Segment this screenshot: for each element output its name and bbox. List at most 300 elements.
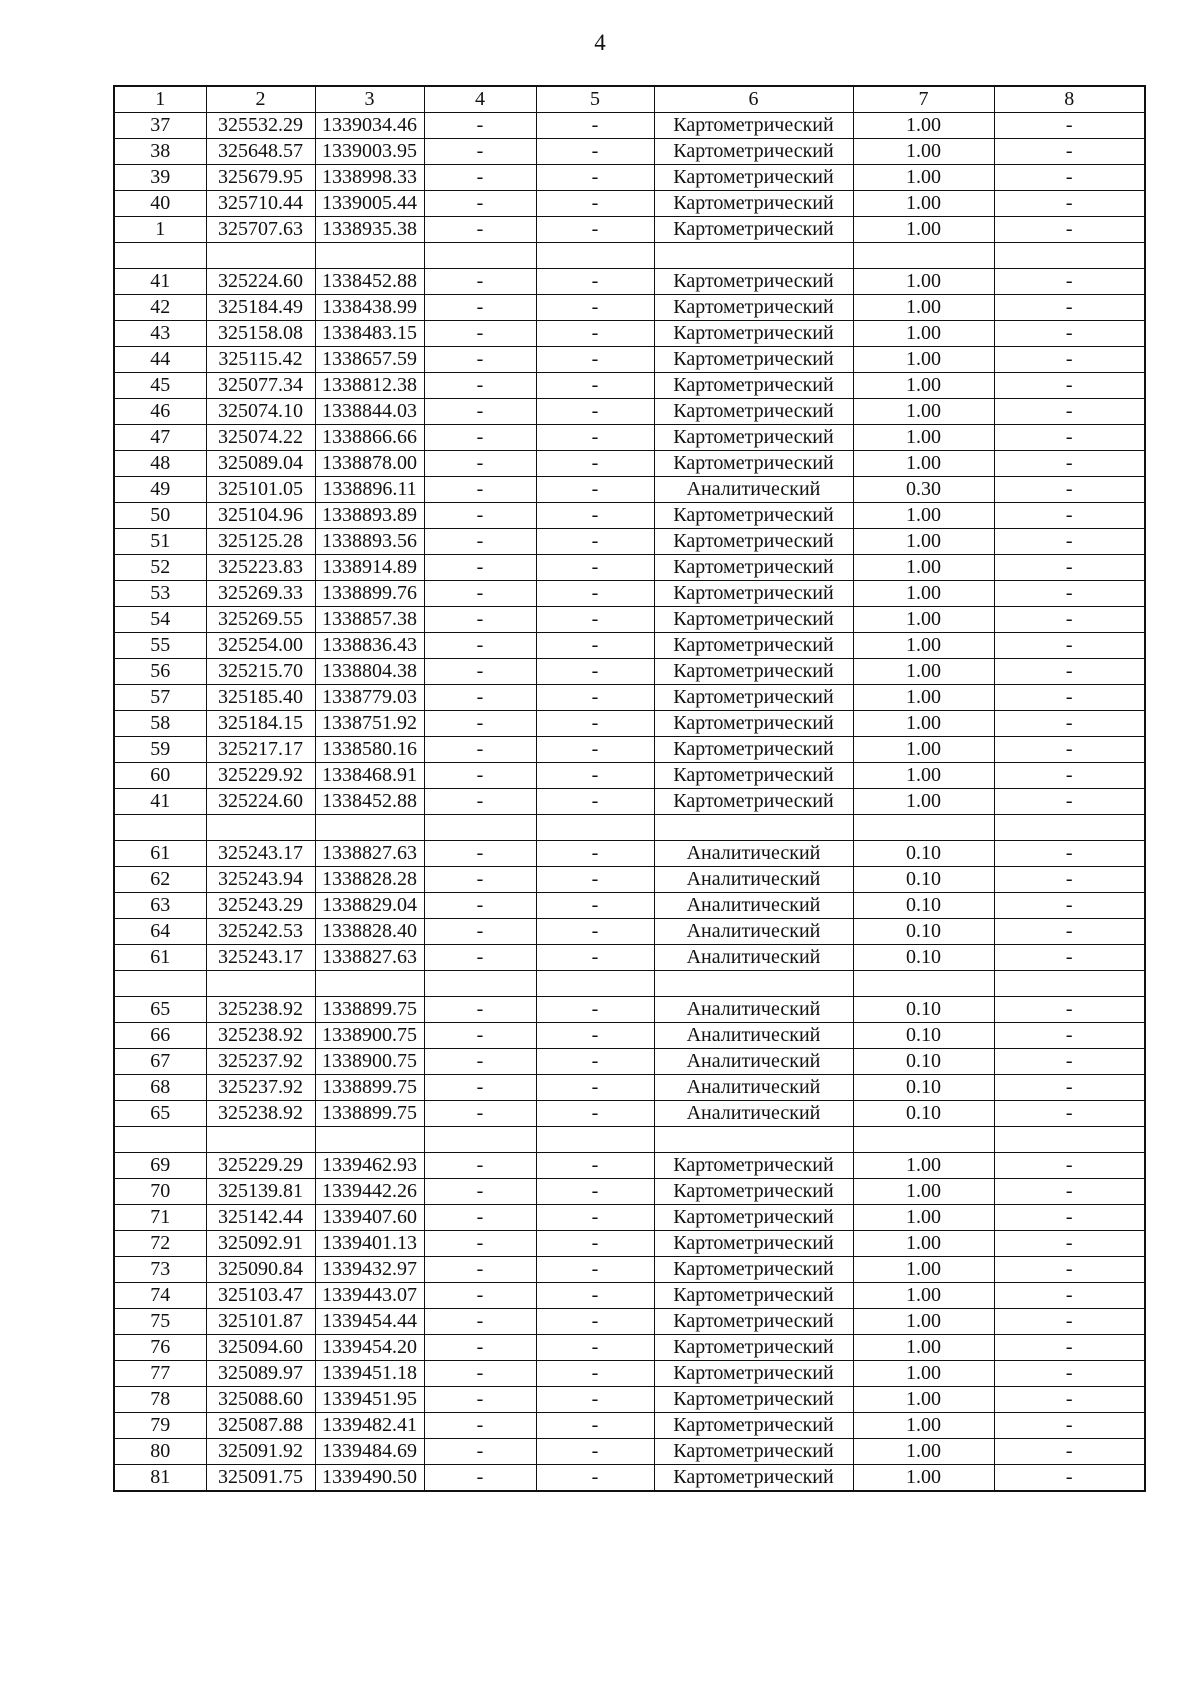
column-8-cell: -	[994, 347, 1145, 373]
column-4-cell: -	[424, 1153, 536, 1179]
column-5-cell: -	[536, 1361, 654, 1387]
table-row	[114, 659, 1145, 685]
accuracy-cell	[853, 815, 994, 841]
column-8-cell: -	[994, 1023, 1145, 1049]
table-row	[114, 763, 1145, 789]
column-8-cell: -	[994, 139, 1145, 165]
point-number-cell: 41	[114, 269, 206, 295]
accuracy-cell: 0.10	[853, 893, 994, 919]
x-coordinate-cell: 325237.92	[206, 1049, 315, 1075]
accuracy-cell: 1.00	[853, 1361, 994, 1387]
column-4-cell: -	[424, 1205, 536, 1231]
x-coordinate-cell: 325103.47	[206, 1283, 315, 1309]
method-cell: Аналитический	[654, 841, 853, 867]
point-number-cell: 74	[114, 1283, 206, 1309]
x-coordinate-cell: 325089.04	[206, 451, 315, 477]
accuracy-cell: 1.00	[853, 1205, 994, 1231]
point-number-cell: 37	[114, 113, 206, 139]
column-4-cell	[424, 243, 536, 269]
point-number-cell: 50	[114, 503, 206, 529]
column-8-cell: -	[994, 321, 1145, 347]
table-row	[114, 789, 1145, 815]
accuracy-cell: 1.00	[853, 113, 994, 139]
y-coordinate-cell: 1338751.92	[315, 711, 424, 737]
column-4-cell: -	[424, 945, 536, 971]
accuracy-cell: 1.00	[853, 1231, 994, 1257]
accuracy-cell: 1.00	[853, 295, 994, 321]
point-number-cell: 80	[114, 1439, 206, 1465]
method-cell: Картометрический	[654, 607, 853, 633]
column-4-cell: -	[424, 165, 536, 191]
column-5-cell: -	[536, 1075, 654, 1101]
accuracy-cell: 1.00	[853, 1335, 994, 1361]
table-row	[114, 1127, 1145, 1153]
table-row	[114, 425, 1145, 451]
column-5-cell: -	[536, 581, 654, 607]
table-row	[114, 1101, 1145, 1127]
point-number-cell: 63	[114, 893, 206, 919]
accuracy-cell: 1.00	[853, 659, 994, 685]
y-coordinate-cell: 1339451.95	[315, 1387, 424, 1413]
column-5-cell: -	[536, 503, 654, 529]
point-number-cell: 64	[114, 919, 206, 945]
y-coordinate-cell: 1338452.88	[315, 269, 424, 295]
column-header: 7	[853, 86, 994, 113]
column-4-cell: -	[424, 685, 536, 711]
column-8-cell: -	[994, 1075, 1145, 1101]
column-8-cell: -	[994, 1465, 1145, 1492]
column-4-cell: -	[424, 399, 536, 425]
point-number-cell: 54	[114, 607, 206, 633]
point-number-cell: 52	[114, 555, 206, 581]
accuracy-cell	[853, 243, 994, 269]
point-number-cell: 61	[114, 841, 206, 867]
point-number-cell: 46	[114, 399, 206, 425]
y-coordinate-cell: 1338829.04	[315, 893, 424, 919]
method-cell: Картометрический	[654, 1153, 853, 1179]
y-coordinate-cell: 1338896.11	[315, 477, 424, 503]
y-coordinate-cell: 1339034.46	[315, 113, 424, 139]
column-header: 1	[114, 86, 206, 113]
method-cell: Картометрический	[654, 503, 853, 529]
column-4-cell	[424, 971, 536, 997]
column-8-cell: -	[994, 1101, 1145, 1127]
column-5-cell: -	[536, 789, 654, 815]
y-coordinate-cell: 1338866.66	[315, 425, 424, 451]
method-cell: Картометрический	[654, 581, 853, 607]
method-cell	[654, 815, 853, 841]
y-coordinate-cell: 1339003.95	[315, 139, 424, 165]
y-coordinate-cell: 1339401.13	[315, 1231, 424, 1257]
y-coordinate-cell: 1339432.97	[315, 1257, 424, 1283]
point-number-cell: 58	[114, 711, 206, 737]
method-cell: Картометрический	[654, 1361, 853, 1387]
accuracy-cell: 1.00	[853, 399, 994, 425]
method-cell: Картометрический	[654, 113, 853, 139]
table-row	[114, 269, 1145, 295]
point-number-cell: 61	[114, 945, 206, 971]
column-4-cell: -	[424, 477, 536, 503]
column-5-cell: -	[536, 919, 654, 945]
column-8-cell: -	[994, 581, 1145, 607]
method-cell: Аналитический	[654, 1075, 853, 1101]
column-4-cell: -	[424, 1049, 536, 1075]
column-4-cell: -	[424, 841, 536, 867]
column-5-cell: -	[536, 1179, 654, 1205]
method-cell: Картометрический	[654, 295, 853, 321]
column-8-cell	[994, 243, 1145, 269]
column-8-cell	[994, 815, 1145, 841]
point-number-cell: 51	[114, 529, 206, 555]
column-8-cell	[994, 971, 1145, 997]
table-row	[114, 815, 1145, 841]
point-number-cell: 66	[114, 1023, 206, 1049]
column-5-cell: -	[536, 1205, 654, 1231]
accuracy-cell: 1.00	[853, 711, 994, 737]
x-coordinate-cell: 325101.87	[206, 1309, 315, 1335]
column-8-cell: -	[994, 191, 1145, 217]
point-number-cell: 1	[114, 217, 206, 243]
column-5-cell: -	[536, 1023, 654, 1049]
column-8-cell: -	[994, 893, 1145, 919]
column-5-cell: -	[536, 893, 654, 919]
column-4-cell: -	[424, 1257, 536, 1283]
y-coordinate-cell: 1338836.43	[315, 633, 424, 659]
column-8-cell: -	[994, 295, 1145, 321]
column-8-cell: -	[994, 555, 1145, 581]
column-4-cell: -	[424, 1075, 536, 1101]
column-5-cell: -	[536, 763, 654, 789]
x-coordinate-cell: 325104.96	[206, 503, 315, 529]
y-coordinate-cell: 1338438.99	[315, 295, 424, 321]
y-coordinate-cell: 1338844.03	[315, 399, 424, 425]
column-5-cell	[536, 971, 654, 997]
y-coordinate-cell: 1338935.38	[315, 217, 424, 243]
point-number-cell: 40	[114, 191, 206, 217]
y-coordinate-cell: 1339482.41	[315, 1413, 424, 1439]
point-number-cell: 81	[114, 1465, 206, 1492]
table-row	[114, 399, 1145, 425]
column-8-cell: -	[994, 1439, 1145, 1465]
y-coordinate-cell: 1339005.44	[315, 191, 424, 217]
y-coordinate-cell	[315, 815, 424, 841]
column-4-cell: -	[424, 1283, 536, 1309]
method-cell: Картометрический	[654, 425, 853, 451]
table-row	[114, 191, 1145, 217]
x-coordinate-cell	[206, 971, 315, 997]
x-coordinate-cell: 325229.29	[206, 1153, 315, 1179]
table-header-row	[114, 86, 1145, 113]
column-header: 5	[536, 86, 654, 113]
method-cell: Картометрический	[654, 191, 853, 217]
point-number-cell: 70	[114, 1179, 206, 1205]
table-row	[114, 165, 1145, 191]
y-coordinate-cell: 1338779.03	[315, 685, 424, 711]
y-coordinate-cell: 1339454.20	[315, 1335, 424, 1361]
column-5-cell: -	[536, 477, 654, 503]
table-row	[114, 373, 1145, 399]
x-coordinate-cell: 325115.42	[206, 347, 315, 373]
accuracy-cell: 1.00	[853, 737, 994, 763]
x-coordinate-cell: 325091.92	[206, 1439, 315, 1465]
method-cell: Картометрический	[654, 1205, 853, 1231]
y-coordinate-cell: 1338893.56	[315, 529, 424, 555]
point-number-cell	[114, 1127, 206, 1153]
column-8-cell: -	[994, 997, 1145, 1023]
x-coordinate-cell: 325238.92	[206, 1101, 315, 1127]
point-number-cell: 65	[114, 1101, 206, 1127]
method-cell	[654, 1127, 853, 1153]
method-cell: Картометрический	[654, 529, 853, 555]
column-5-cell: -	[536, 1231, 654, 1257]
point-number-cell: 59	[114, 737, 206, 763]
column-5-cell: -	[536, 711, 654, 737]
column-5-cell: -	[536, 295, 654, 321]
accuracy-cell: 1.00	[853, 347, 994, 373]
method-cell: Картометрический	[654, 1387, 853, 1413]
accuracy-cell	[853, 1127, 994, 1153]
y-coordinate-cell: 1339462.93	[315, 1153, 424, 1179]
method-cell: Аналитический	[654, 893, 853, 919]
column-5-cell: -	[536, 1101, 654, 1127]
column-8-cell: -	[994, 451, 1145, 477]
column-8-cell: -	[994, 1231, 1145, 1257]
table-row	[114, 555, 1145, 581]
x-coordinate-cell: 325142.44	[206, 1205, 315, 1231]
column-4-cell: -	[424, 997, 536, 1023]
table-row	[114, 685, 1145, 711]
y-coordinate-cell: 1338899.75	[315, 997, 424, 1023]
column-4-cell: -	[424, 295, 536, 321]
column-5-cell: -	[536, 217, 654, 243]
method-cell: Картометрический	[654, 373, 853, 399]
x-coordinate-cell: 325089.97	[206, 1361, 315, 1387]
x-coordinate-cell: 325158.08	[206, 321, 315, 347]
y-coordinate-cell: 1339407.60	[315, 1205, 424, 1231]
column-5-cell: -	[536, 451, 654, 477]
x-coordinate-cell: 325090.84	[206, 1257, 315, 1283]
method-cell: Картометрический	[654, 399, 853, 425]
x-coordinate-cell: 325269.33	[206, 581, 315, 607]
y-coordinate-cell: 1338899.75	[315, 1101, 424, 1127]
point-number-cell: 55	[114, 633, 206, 659]
table-row	[114, 451, 1145, 477]
method-cell: Картометрический	[654, 1231, 853, 1257]
column-4-cell: -	[424, 321, 536, 347]
column-header: 2	[206, 86, 315, 113]
accuracy-cell: 1.00	[853, 217, 994, 243]
table-row	[114, 1023, 1145, 1049]
x-coordinate-cell: 325223.83	[206, 555, 315, 581]
x-coordinate-cell	[206, 1127, 315, 1153]
table-row	[114, 217, 1145, 243]
method-cell: Картометрический	[654, 1335, 853, 1361]
x-coordinate-cell	[206, 243, 315, 269]
column-8-cell	[994, 1127, 1145, 1153]
x-coordinate-cell: 325237.92	[206, 1075, 315, 1101]
point-number-cell: 67	[114, 1049, 206, 1075]
method-cell: Картометрический	[654, 685, 853, 711]
column-8-cell: -	[994, 607, 1145, 633]
accuracy-cell: 1.00	[853, 269, 994, 295]
column-8-cell: -	[994, 763, 1145, 789]
accuracy-cell: 0.10	[853, 945, 994, 971]
table-row	[114, 711, 1145, 737]
table-row	[114, 1387, 1145, 1413]
column-5-cell: -	[536, 633, 654, 659]
column-4-cell: -	[424, 1361, 536, 1387]
x-coordinate-cell: 325269.55	[206, 607, 315, 633]
accuracy-cell: 0.10	[853, 841, 994, 867]
x-coordinate-cell: 325679.95	[206, 165, 315, 191]
table-row	[114, 1049, 1145, 1075]
point-number-cell: 56	[114, 659, 206, 685]
table-row	[114, 1153, 1145, 1179]
method-cell: Аналитический	[654, 997, 853, 1023]
method-cell: Картометрический	[654, 1465, 853, 1492]
y-coordinate-cell: 1338900.75	[315, 1049, 424, 1075]
column-header: 3	[315, 86, 424, 113]
method-cell: Аналитический	[654, 945, 853, 971]
method-cell: Картометрический	[654, 139, 853, 165]
column-8-cell: -	[994, 659, 1145, 685]
y-coordinate-cell: 1338812.38	[315, 373, 424, 399]
column-header: 6	[654, 86, 853, 113]
accuracy-cell: 1.00	[853, 607, 994, 633]
point-number-cell: 68	[114, 1075, 206, 1101]
table-row	[114, 321, 1145, 347]
column-5-cell: -	[536, 1049, 654, 1075]
column-4-cell	[424, 1127, 536, 1153]
column-4-cell: -	[424, 1023, 536, 1049]
accuracy-cell: 1.00	[853, 529, 994, 555]
accuracy-cell: 1.00	[853, 1153, 994, 1179]
accuracy-cell: 1.00	[853, 789, 994, 815]
column-4-cell: -	[424, 1439, 536, 1465]
point-number-cell: 48	[114, 451, 206, 477]
x-coordinate-cell: 325184.49	[206, 295, 315, 321]
y-coordinate-cell	[315, 1127, 424, 1153]
accuracy-cell: 1.00	[853, 191, 994, 217]
column-4-cell: -	[424, 347, 536, 373]
point-number-cell: 79	[114, 1413, 206, 1439]
y-coordinate-cell: 1338857.38	[315, 607, 424, 633]
column-8-cell: -	[994, 1205, 1145, 1231]
accuracy-cell: 1.00	[853, 165, 994, 191]
x-coordinate-cell: 325087.88	[206, 1413, 315, 1439]
y-coordinate-cell	[315, 243, 424, 269]
point-number-cell: 60	[114, 763, 206, 789]
point-number-cell: 38	[114, 139, 206, 165]
column-4-cell: -	[424, 1413, 536, 1439]
table-row	[114, 113, 1145, 139]
column-4-cell: -	[424, 1179, 536, 1205]
y-coordinate-cell: 1338899.75	[315, 1075, 424, 1101]
method-cell: Картометрический	[654, 711, 853, 737]
column-4-cell: -	[424, 763, 536, 789]
column-5-cell: -	[536, 191, 654, 217]
point-number-cell: 43	[114, 321, 206, 347]
accuracy-cell: 1.00	[853, 425, 994, 451]
point-number-cell: 71	[114, 1205, 206, 1231]
accuracy-cell: 0.10	[853, 1101, 994, 1127]
x-coordinate-cell: 325125.28	[206, 529, 315, 555]
column-8-cell: -	[994, 1179, 1145, 1205]
y-coordinate-cell: 1338827.63	[315, 841, 424, 867]
column-5-cell: -	[536, 945, 654, 971]
method-cell: Картометрический	[654, 555, 853, 581]
table-row	[114, 581, 1145, 607]
accuracy-cell: 1.00	[853, 1257, 994, 1283]
point-number-cell	[114, 971, 206, 997]
x-coordinate-cell: 325094.60	[206, 1335, 315, 1361]
accuracy-cell: 0.10	[853, 1049, 994, 1075]
column-8-cell: -	[994, 1361, 1145, 1387]
column-8-cell: -	[994, 1153, 1145, 1179]
column-5-cell: -	[536, 399, 654, 425]
point-number-cell: 62	[114, 867, 206, 893]
method-cell: Аналитический	[654, 1101, 853, 1127]
x-coordinate-cell: 325238.92	[206, 997, 315, 1023]
point-number-cell: 69	[114, 1153, 206, 1179]
column-5-cell: -	[536, 1153, 654, 1179]
x-coordinate-cell: 325077.34	[206, 373, 315, 399]
accuracy-cell: 1.00	[853, 763, 994, 789]
column-8-cell: -	[994, 1413, 1145, 1439]
column-4-cell: -	[424, 425, 536, 451]
table-row	[114, 841, 1145, 867]
accuracy-cell: 0.10	[853, 1023, 994, 1049]
column-8-cell: -	[994, 529, 1145, 555]
column-4-cell: -	[424, 789, 536, 815]
accuracy-cell: 1.00	[853, 633, 994, 659]
column-8-cell: -	[994, 217, 1145, 243]
table-row	[114, 945, 1145, 971]
point-number-cell: 72	[114, 1231, 206, 1257]
method-cell: Аналитический	[654, 477, 853, 503]
x-coordinate-cell: 325092.91	[206, 1231, 315, 1257]
y-coordinate-cell: 1338998.33	[315, 165, 424, 191]
x-coordinate-cell: 325532.29	[206, 113, 315, 139]
table-row	[114, 503, 1145, 529]
column-4-cell: -	[424, 529, 536, 555]
point-number-cell: 42	[114, 295, 206, 321]
table-row	[114, 1257, 1145, 1283]
x-coordinate-cell: 325074.22	[206, 425, 315, 451]
y-coordinate-cell: 1338468.91	[315, 763, 424, 789]
method-cell: Картометрический	[654, 659, 853, 685]
y-coordinate-cell: 1338580.16	[315, 737, 424, 763]
table-row	[114, 477, 1145, 503]
x-coordinate-cell: 325088.60	[206, 1387, 315, 1413]
column-5-cell: -	[536, 737, 654, 763]
y-coordinate-cell: 1338893.89	[315, 503, 424, 529]
column-4-cell: -	[424, 451, 536, 477]
y-coordinate-cell: 1338827.63	[315, 945, 424, 971]
method-cell: Аналитический	[654, 1023, 853, 1049]
y-coordinate-cell: 1338900.75	[315, 1023, 424, 1049]
point-number-cell: 75	[114, 1309, 206, 1335]
column-4-cell: -	[424, 555, 536, 581]
x-coordinate-cell: 325217.17	[206, 737, 315, 763]
method-cell: Картометрический	[654, 269, 853, 295]
point-number-cell: 78	[114, 1387, 206, 1413]
column-4-cell: -	[424, 191, 536, 217]
table-row	[114, 737, 1145, 763]
column-8-cell: -	[994, 919, 1145, 945]
method-cell: Картометрический	[654, 633, 853, 659]
column-5-cell	[536, 815, 654, 841]
